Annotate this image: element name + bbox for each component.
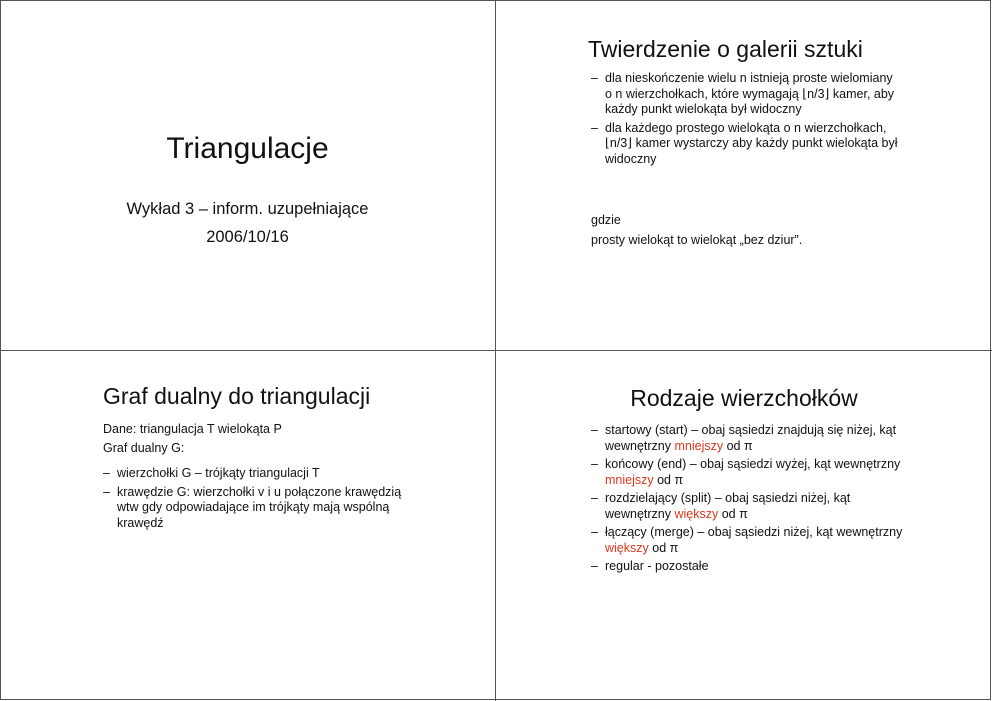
bullet-text: dla nieskończenie wielu n istnieją proste wielomiany o n wierzchołkach, które wymagają ⌊n/3⌋ kamer, aby każdy punkt wielokąta był widoczny <box>605 71 895 116</box>
slide-4 <box>496 351 992 701</box>
slide-2 <box>496 0 992 350</box>
bullet-text: startowy (start) – obaj sąsiedzi znajdują się niżej, kąt wewnętrzny <box>605 423 897 453</box>
highlight-word: większy <box>674 506 719 521</box>
bullet-dash: – <box>591 559 598 573</box>
list-item <box>103 485 403 532</box>
highlight-word: większy <box>605 540 649 555</box>
list-item <box>103 466 403 482</box>
bullet-dash: – <box>591 491 598 505</box>
slide-4-bullet-list <box>591 423 911 578</box>
bullet-dash: – <box>591 71 598 85</box>
bullet-text: rozdzielający (split) – obaj sąsiedzi niżej, kąt wewnętrzny <box>605 491 851 521</box>
list-item <box>591 525 911 556</box>
slide-3-graph-label: Graf dualny G: <box>103 441 185 455</box>
highlight-word: mniejszy <box>674 438 724 453</box>
slide-1-title: Triangulacje <box>166 132 329 165</box>
bullet-text: regular - pozostałe <box>605 559 709 573</box>
bullet-text: końcowy (end) – obaj sąsiedzi wyżej, kąt wewnętrzny <box>605 457 901 471</box>
list-item <box>591 457 911 488</box>
bullet-text: wierzchołki G – trójkąty triangulacji T <box>117 466 320 480</box>
bullet-text: dla każdego prostego wielokąta o n wierzchołkach, ⌊n/3⌋ kamer wystarczy aby każdy punkt wielokąta był widoczny <box>605 120 898 166</box>
list-item <box>591 71 901 118</box>
slide-4-title: Rodzaje wierzchołków <box>630 385 858 411</box>
slide-3 <box>0 351 495 701</box>
bullet-dash: – <box>591 423 598 437</box>
bullet-dash: – <box>591 457 598 471</box>
bullet-text: krawędzie G: wierzchołki v i u połączone krawędzią wtw gdy odpowiadające im trójkąty mają wspólną krawędź <box>117 484 402 530</box>
bullet-dash: – <box>103 466 110 480</box>
slide-2-title: Twierdzenie o galerii sztuki <box>588 36 863 62</box>
bullet-dash: – <box>103 484 110 499</box>
list-item <box>591 491 911 522</box>
slide-1-date: 2006/10/16 <box>206 228 289 246</box>
slide-2-note-text: prosty wielokąt to wielokąt „bez dziur”. <box>591 233 803 247</box>
list-item <box>591 121 901 168</box>
bullet-tail: od π <box>723 438 753 453</box>
slide-3-bullet-list <box>103 466 403 534</box>
bullet-tail: od π <box>718 506 748 521</box>
slide-2-note-label: gdzie <box>591 213 621 227</box>
bullet-dash: – <box>591 525 598 539</box>
list-item <box>591 423 911 454</box>
slide-3-title: Graf dualny do triangulacji <box>103 383 371 409</box>
list-item <box>591 559 911 575</box>
bullet-tail: od π <box>653 472 684 487</box>
slide-1-subtitle: Wykład 3 – inform. uzupełniające <box>126 200 369 218</box>
bullet-tail: od π <box>648 540 679 555</box>
bullet-dash: – <box>591 120 598 135</box>
slide-2-bullet-list <box>591 71 901 170</box>
slide-1 <box>0 0 495 350</box>
slide-3-given: Dane: triangulacja T wielokąta P <box>103 422 282 436</box>
bullet-text: łączący (merge) – obaj sąsiedzi niżej, kąt wewnętrzny <box>605 525 903 539</box>
highlight-word: mniejszy <box>605 472 654 487</box>
